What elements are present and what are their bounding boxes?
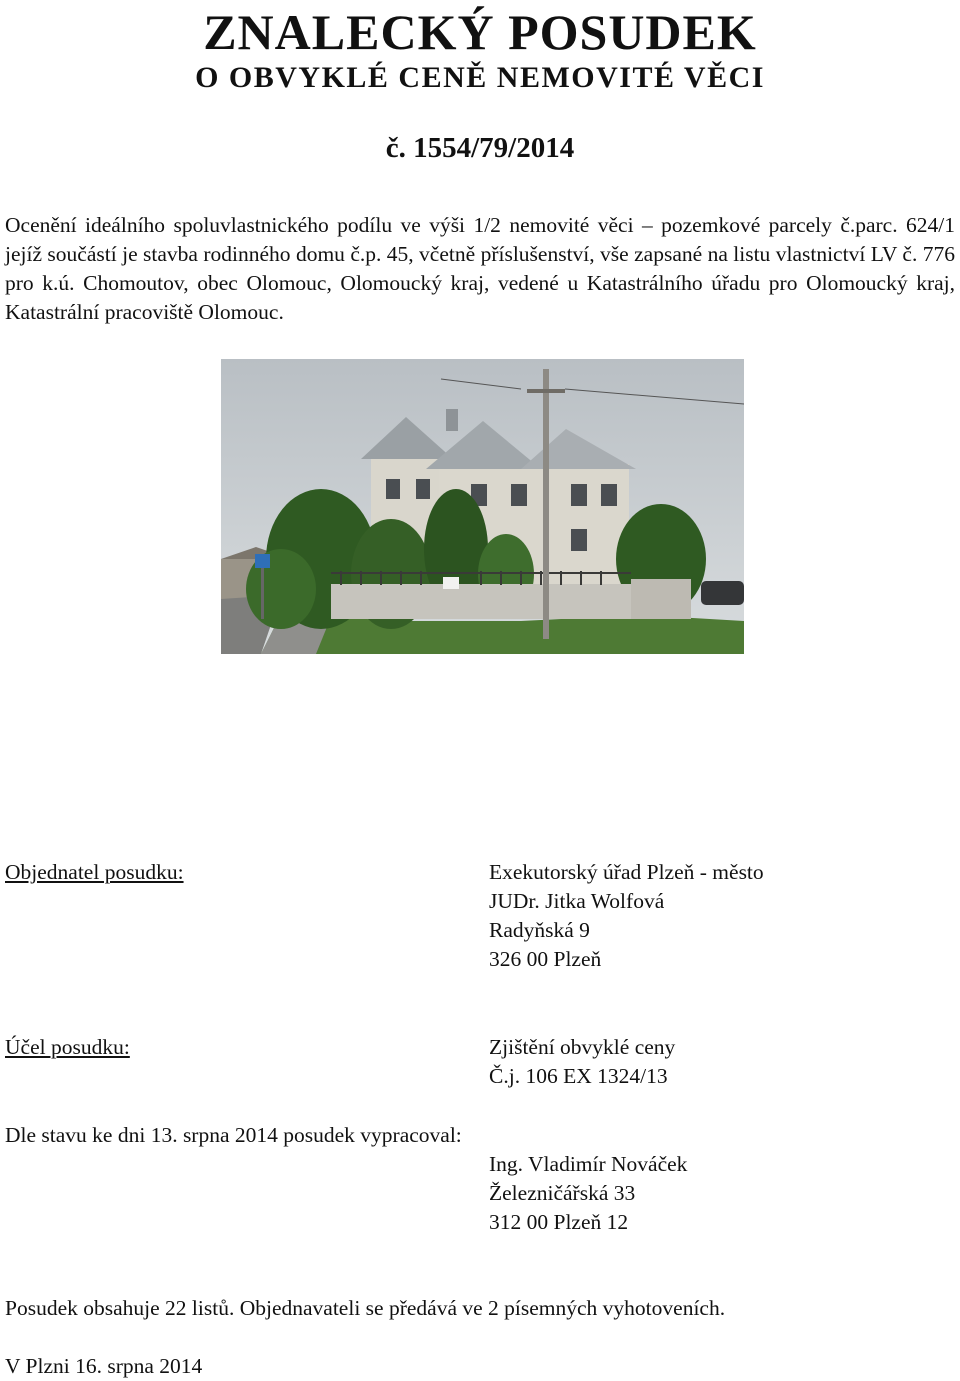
valuation-description: Ocenění ideálního spoluvlastnického podílu ve výši 1/2 nemovité věci – pozemkové parcely č.parc. 624/1 jejíž součástí je stavba rodinného domu č.p. 45, včetně příslušenství, vše zapsané na listu vlastnictví LV č. 776 pro k.ú. Chomoutov, obec Olomouc, Olomoucký kraj, vedené u Katastrálního úřadu pro Olomoucký kraj, Katastrální pracoviště Olomouc. [5,213,955,324]
contents-note: Posudek obsahuje 22 listů. Objednavateli se předává ve 2 písemných vyhotoveních. [5,1296,726,1320]
purpose-label: Účel posudku: [5,1035,130,1059]
place-date: V Plzni 16. srpna 2014 [5,1354,203,1378]
client-office: Exekutorský úřad Plzeň - město [489,860,764,884]
author-name: Ing. Vladimír Nováček [489,1152,688,1176]
client-street: Radyňská 9 [489,918,590,942]
client-label: Objednatel posudku: [5,860,184,884]
author-address [489,1150,687,1237]
document-subtitle: O OBVYKLÉ CENĚ NEMOVITÉ VĚCI [195,61,765,94]
case-number: Č.j. 106 EX 1324/13 [489,1064,668,1088]
purpose-details [489,1033,675,1091]
prepared-statement: Dle stavu ke dni 13. srpna 2014 posudek vypracoval: [5,1123,462,1147]
document-number: č. 1554/79/2014 [385,132,575,164]
client-city: 326 00 Plzeň [489,947,602,971]
author-street: Železničářská 33 [489,1181,636,1205]
client-person: JUDr. Jitka Wolfová [489,889,665,913]
document-title: ZNALECKÝ POSUDEK [203,4,757,60]
purpose-text: Zjištění obvyklé ceny [489,1035,676,1059]
house-photo [221,359,744,654]
client-address [489,858,764,974]
author-city: 312 00 Plzeň 12 [489,1210,629,1234]
